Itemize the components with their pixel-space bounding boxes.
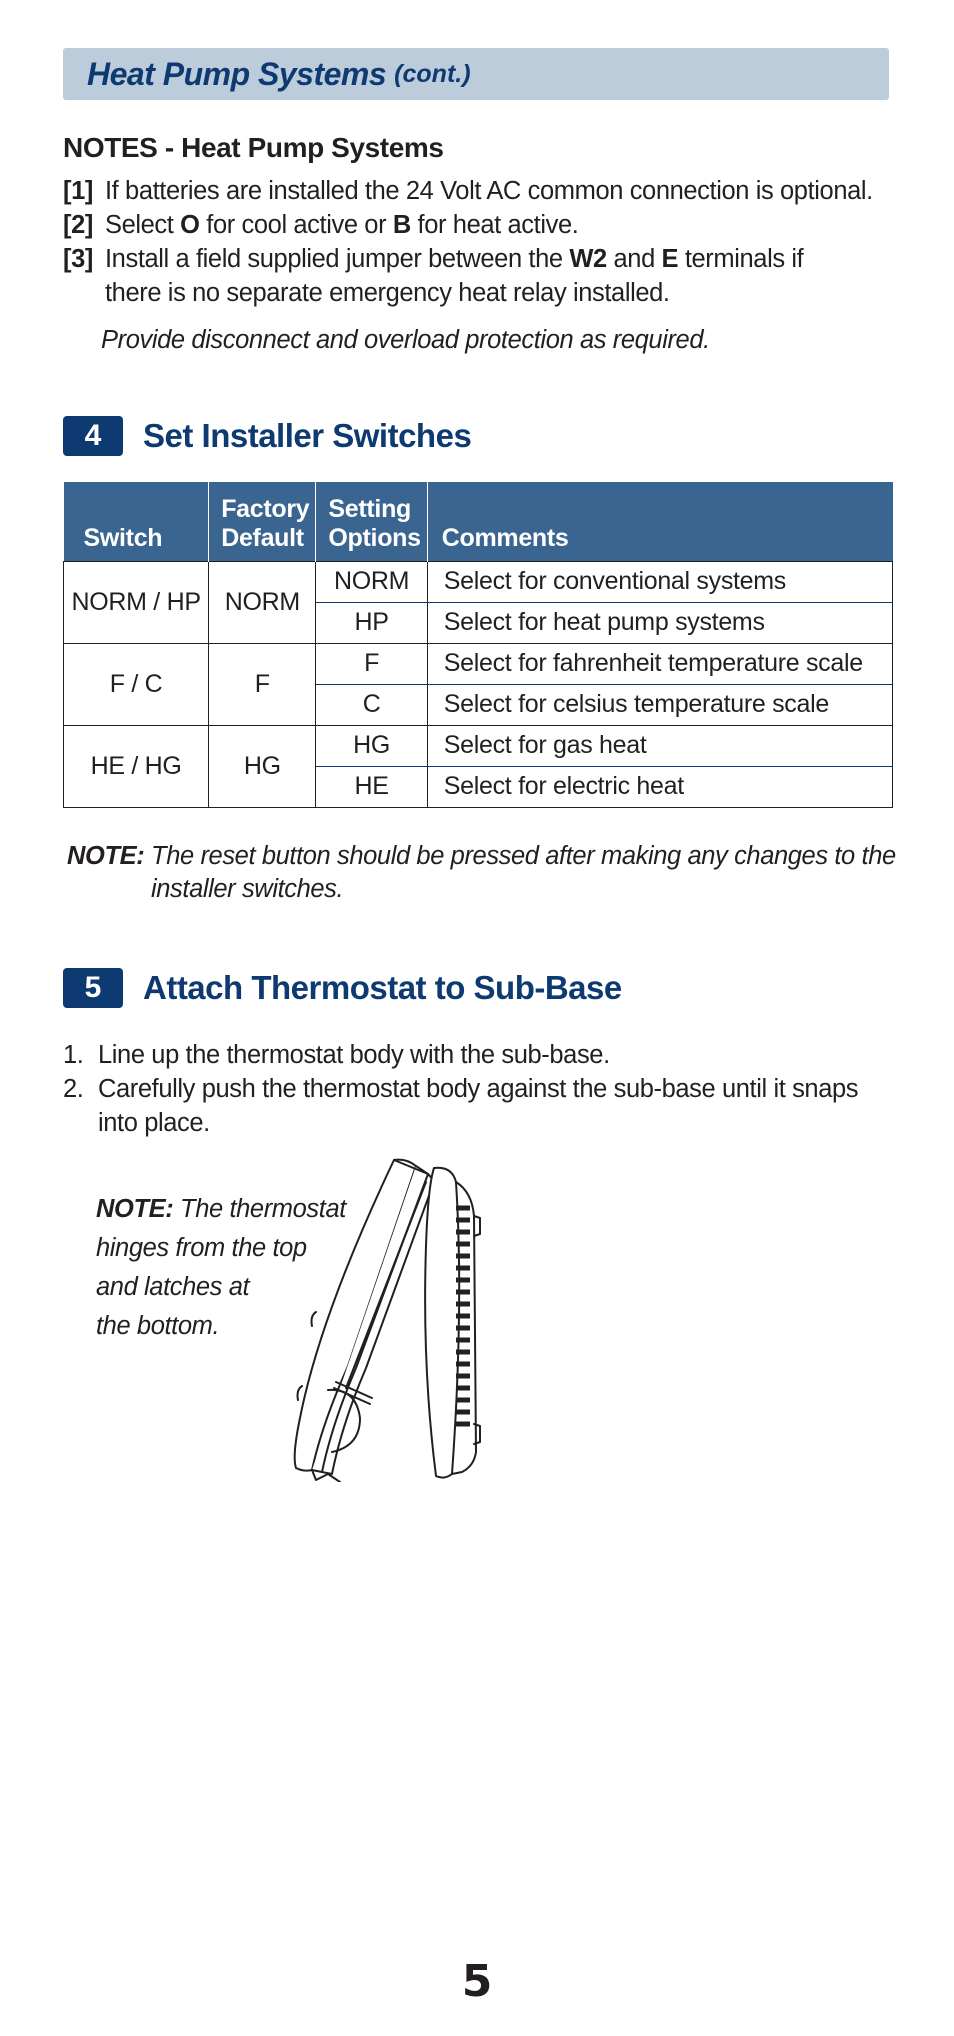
table-row (64, 561, 893, 602)
banner-title: Heat Pump Systems (87, 55, 387, 92)
step-number: 2. (63, 1075, 84, 1103)
note-text-bold: W2 (569, 245, 607, 273)
header-switch: Switch (64, 482, 209, 561)
cell-default: NORM (209, 561, 316, 643)
note-item (63, 242, 903, 310)
hinge-note-text: The thermostat (180, 1195, 346, 1223)
note-text-part: there is no separate emergency heat relay installed. (105, 279, 670, 307)
note-text-part: for heat active. (410, 211, 579, 239)
step-text-line: into place. (98, 1109, 210, 1137)
note-text (105, 242, 803, 310)
cell-default: HG (209, 725, 316, 807)
reset-note-line: installer switches. (151, 875, 344, 903)
notes-heading: NOTES - Heat Pump Systems (63, 132, 444, 163)
page-number: 5 (461, 1956, 493, 2007)
cell-setting: NORM (316, 561, 427, 602)
step-text (98, 1038, 610, 1072)
note-text-part: terminals if (678, 245, 804, 273)
cell-switch: F / C (64, 643, 209, 725)
note-text-bold: O (180, 211, 200, 239)
cell-comment: Select for celsius temperature scale (427, 684, 892, 725)
hinge-note-label: NOTE: (96, 1195, 174, 1223)
hinge-note-line: and latches at (96, 1273, 250, 1301)
cell-comment: Select for heat pump systems (427, 602, 892, 643)
step-text (98, 1072, 858, 1140)
cell-setting: HG (316, 725, 427, 766)
note-text-bold: B (392, 211, 411, 239)
header-line: Options (328, 523, 421, 552)
note-text-part: and (606, 245, 662, 273)
list-item (63, 1038, 903, 1072)
cell-comment: Select for gas heat (427, 725, 892, 766)
step5-badge: 5 (63, 968, 123, 1008)
notes-list (63, 174, 903, 310)
cell-setting: F (316, 643, 427, 684)
cell-setting: C (316, 684, 427, 725)
header-comments: Comments (427, 482, 892, 561)
note-text-bold: E (661, 245, 679, 273)
reset-note-line: The reset button should be pressed after making any changes to the (151, 842, 896, 870)
header-line: Default (221, 523, 304, 552)
table-row (64, 725, 893, 766)
header-line: Setting (328, 494, 412, 523)
cell-comment: Select for conventional systems (427, 561, 892, 602)
reset-note-label: NOTE: (67, 842, 145, 870)
step5-heading (63, 968, 622, 1008)
step-number: 1. (63, 1041, 84, 1069)
step5-title: Attach Thermostat to Sub-Base (143, 969, 622, 1006)
section-banner (63, 48, 889, 100)
step-text-line: Carefully push the thermostat body against the sub-base until it snaps (98, 1075, 859, 1103)
thermostat-hinge-illustration-icon (276, 1156, 504, 1482)
cell-switch: NORM / HP (64, 561, 209, 643)
table-header-row (64, 482, 893, 561)
note-marker: [1] (63, 177, 93, 205)
step4-title: Set Installer Switches (143, 417, 472, 454)
note-item (63, 208, 903, 242)
step-text-line: Line up the thermostat body with the sub-base. (98, 1041, 610, 1069)
table-row (64, 643, 893, 684)
header-factory-default (209, 482, 316, 561)
note-text-part: for cool active or (199, 211, 393, 239)
note-text-part: Select (105, 211, 181, 239)
installer-switches-table (63, 482, 893, 808)
note-marker: [2] (63, 211, 93, 239)
note-text (105, 174, 873, 208)
note-item (63, 174, 903, 208)
cell-setting: HE (316, 766, 427, 807)
cell-default: F (209, 643, 316, 725)
protection-note: Provide disconnect and overload protection as required. (101, 326, 710, 354)
attach-steps-list (63, 1038, 903, 1140)
reset-note (67, 840, 896, 906)
banner-suffix: (cont.) (394, 59, 471, 88)
note-text-part: If batteries are installed the 24 Volt AC common connection is optional. (105, 177, 873, 205)
step4-badge: 4 (63, 416, 123, 456)
header-setting-options (316, 482, 427, 561)
list-item (63, 1072, 903, 1140)
cell-switch: HE / HG (64, 725, 209, 807)
hinge-note-line: the bottom. (96, 1312, 220, 1340)
cell-comment: Select for fahrenheit temperature scale (427, 643, 892, 684)
cell-comment: Select for electric heat (427, 766, 892, 807)
note-marker: [3] (63, 245, 93, 273)
note-text-part: Install a field supplied jumper between the (105, 245, 570, 273)
cell-setting: HP (316, 602, 427, 643)
note-text (105, 208, 578, 242)
hinge-note-line: hinges from the top (96, 1234, 307, 1262)
step4-heading (63, 416, 471, 456)
header-line: Factory (221, 494, 310, 523)
